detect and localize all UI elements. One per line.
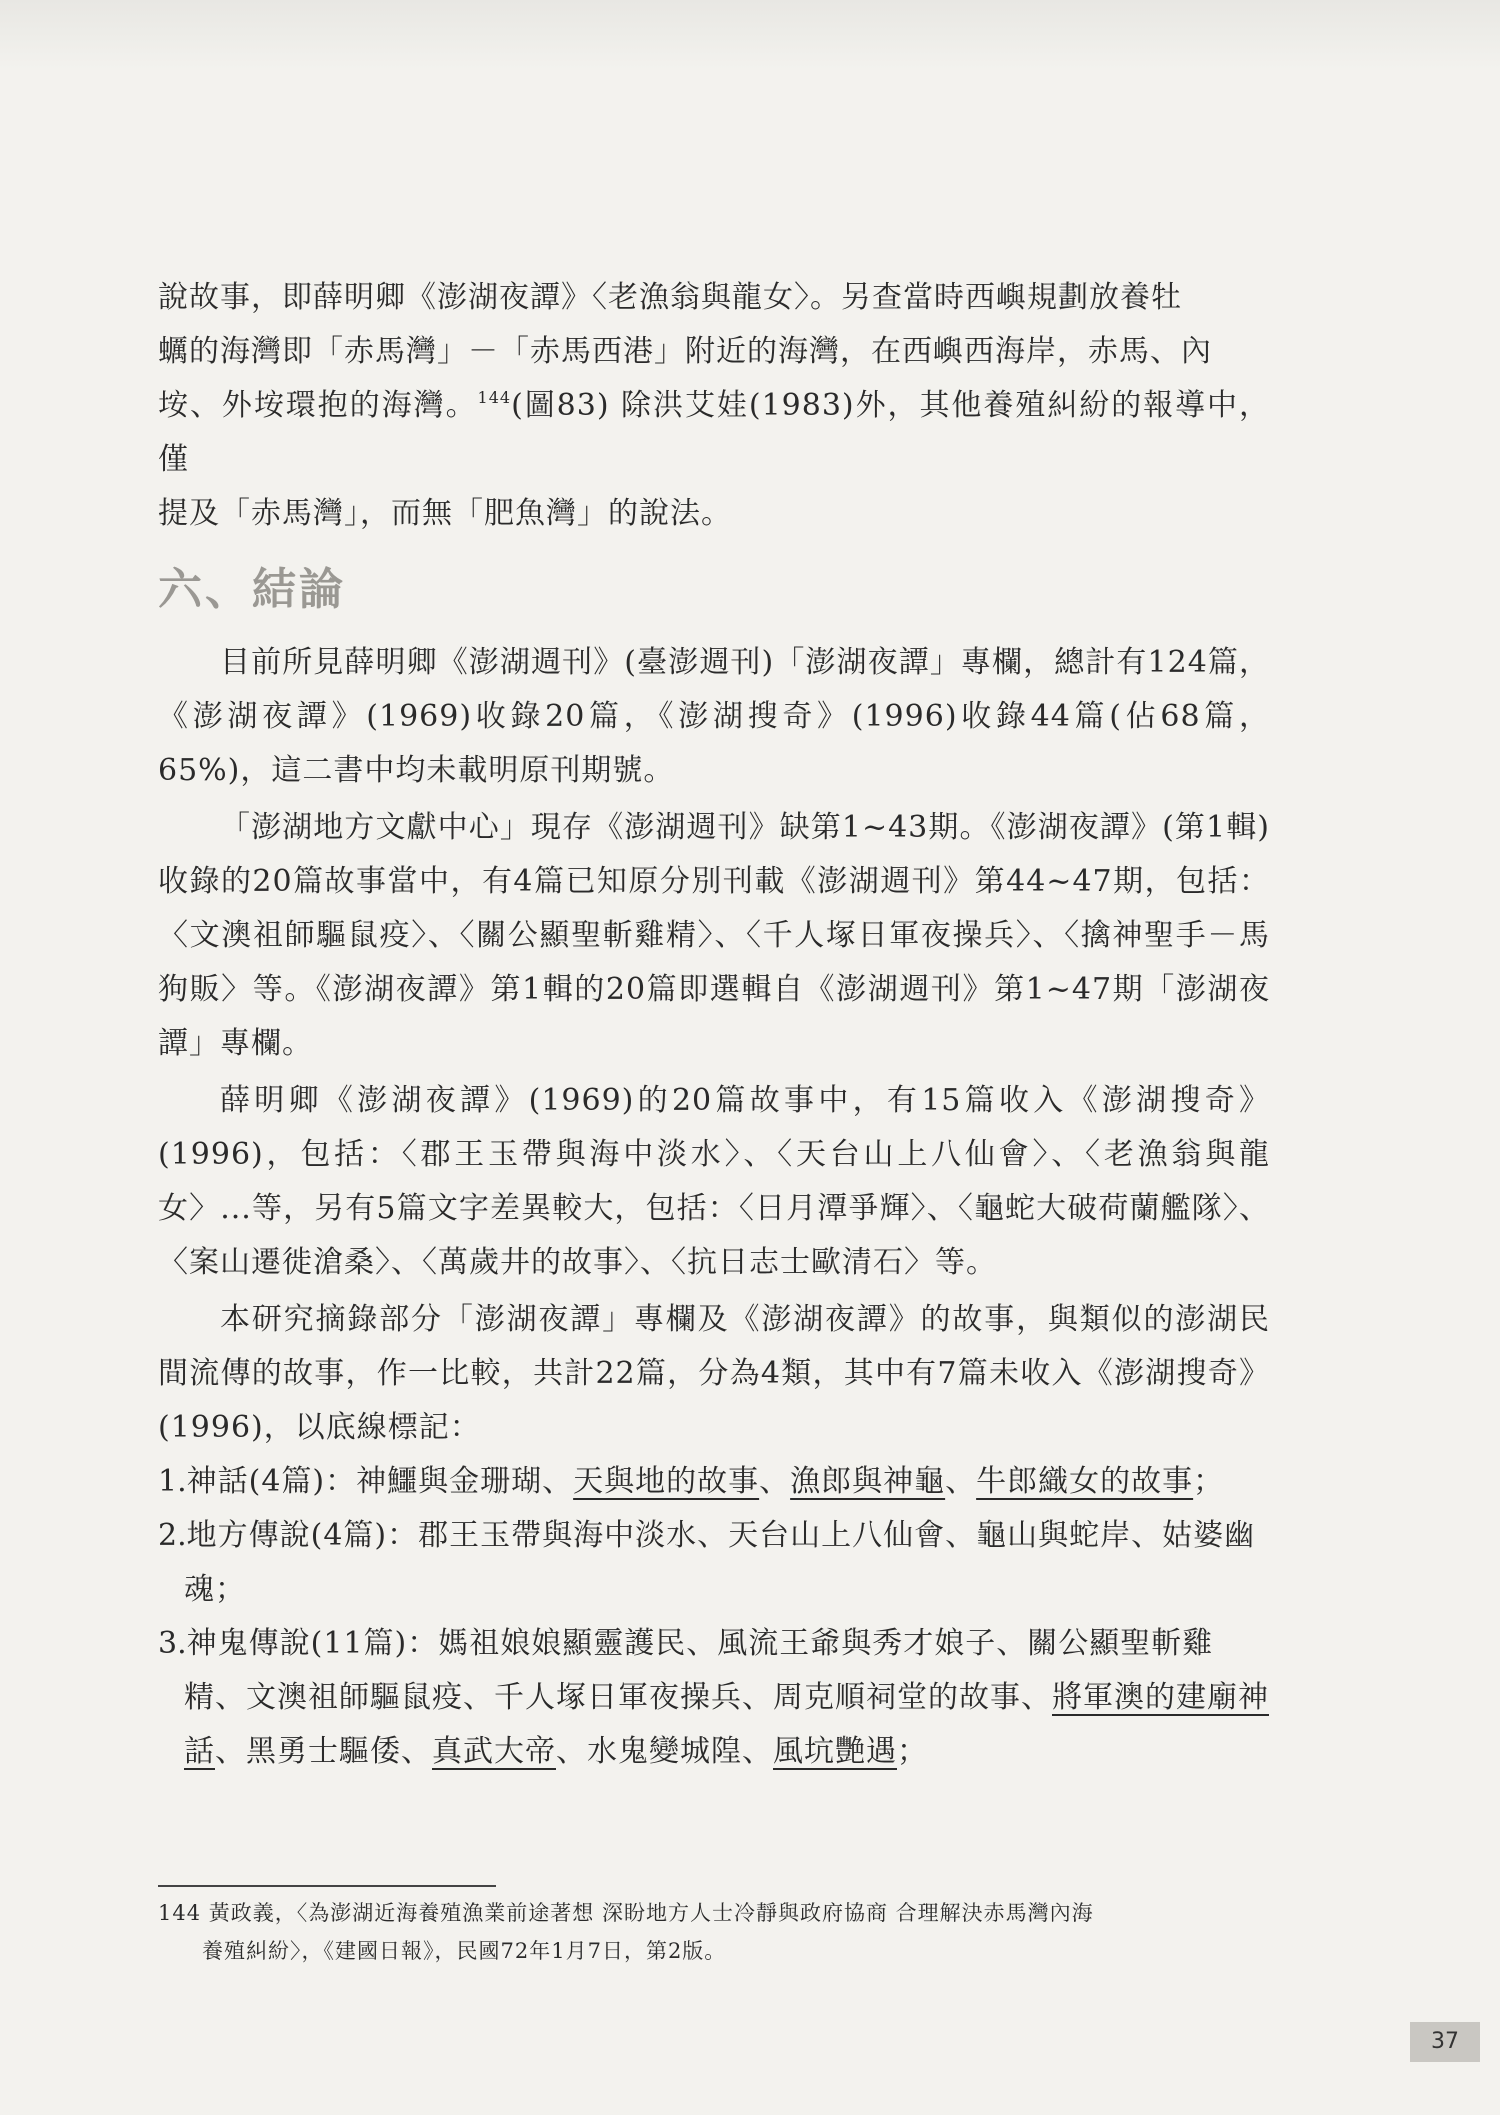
conclusion-paragraph-1: 目前所見薛明卿《澎湖週刊》(臺澎週刊)「澎湖夜譚」專欄，總計有124篇，《澎湖夜譚》(1969)收錄20篇，《澎湖搜奇》(1996)收錄44篇(佔68篇，65%)，這二書中均未載明原刊期號。 (158, 645, 1270, 788)
intro-line-3-start: 垵、外垵環抱的海灣。 (158, 388, 478, 423)
underlined-title: 將軍澳的建廟神話 (184, 1680, 1269, 1769)
list-item-text: 、水鬼變城隍、 (556, 1734, 773, 1769)
underlined-title: 天與地的故事 (573, 1464, 760, 1499)
underlined-title: 漁郎與神龜 (790, 1464, 946, 1499)
intro-paragraph (158, 271, 1270, 541)
footnote-text-1: 黃政義，〈為澎湖近海養殖漁業前途著想 深盼地方人士冷靜與政府協商 合理解決赤馬灣內海 (208, 1901, 1094, 1925)
page-top-shading (0, 0, 1500, 70)
footnote (158, 1894, 1270, 1970)
separator: 、 (945, 1464, 977, 1499)
conclusion-body (158, 636, 1270, 1779)
list-item-myths (158, 1455, 1270, 1509)
list-item-end: ； (1193, 1464, 1225, 1499)
list-item-local-legends (158, 1509, 1270, 1617)
intro-line-1: 說故事，即薛明卿《澎湖夜譚》〈老漁翁與龍女〉。另查當時西嶼規劃放養牡 (158, 280, 1182, 315)
list-item-text: 神鬼傳說(11篇)：媽祖娘娘顯靈護民、風流王爺與秀才娘子、關公顯聖斬雞精、文澳祖師驅鼠疫、千人塚日軍夜操兵、周克順祠堂的故事、 (184, 1626, 1214, 1715)
separator: 、 (759, 1464, 791, 1499)
list-number: 2. (158, 1518, 187, 1553)
list-number: 3. (158, 1626, 187, 1661)
underlined-title: 牛郎織女的故事 (976, 1464, 1194, 1499)
list-item-text: 、黑勇士驅倭、 (215, 1734, 432, 1769)
list-item-text: 地方傳說(4篇)：郡王玉帶與海中淡水、天台山上八仙會、龜山與蛇岸、姑婆幽魂； (184, 1518, 1256, 1607)
footnote-line-1 (158, 1894, 1270, 1932)
intro-line-4: 提及「赤馬灣」，而無「肥魚灣」的說法。 (158, 496, 732, 531)
underlined-title: 風坑艷遇 (773, 1734, 897, 1769)
footnote-number: 144 (158, 1901, 202, 1925)
footnote-line-2: 養殖糾紛〉，《建國日報》，民國72年1月7日，第2版。 (202, 1939, 727, 1963)
underlined-title: 真武大帝 (432, 1734, 556, 1769)
conclusion-paragraph-3: 薛明卿《澎湖夜譚》(1969)的20篇故事中，有15篇收入《澎湖搜奇》(1996)，包括：〈郡王玉帶與海中淡水〉、〈天台山上八仙會〉、〈老漁翁與龍女〉...等，另有5篇文字差異較大，包括：〈日月潭爭輝〉、〈龜蛇大破荷蘭艦隊〉、〈案山遷徙滄桑〉、〈萬歲井的故事〉、〈抗日志士歐清石〉等。 (158, 1083, 1270, 1280)
conclusion-paragraph-4: 本研究摘錄部分「澎湖夜譚」專欄及《澎湖夜譚》的故事，與類似的澎湖民間流傳的故事，作一比較，共計22篇，分為4類，其中有7篇未收入《澎湖搜奇》(1996)，以底線標記： (158, 1302, 1270, 1445)
list-item-end: ； (897, 1734, 928, 1769)
footnote-reference: 144 (477, 388, 512, 407)
list-item-spirit-legends (158, 1617, 1270, 1779)
intro-line-3-end: (圖83) 除洪艾娃(1983)外，其他養殖糾紛的報導中，僅 (158, 388, 1271, 477)
list-item-text: 神話(4篇)：神鱷與金珊瑚、 (186, 1464, 574, 1499)
page-number: 37 (1410, 2022, 1480, 2062)
intro-line-3 (158, 379, 1270, 487)
footnote-divider (158, 1885, 496, 1887)
conclusion-paragraph-2: 「澎湖地方文獻中心」現存《澎湖週刊》缺第1~43期。《澎湖夜譚》(第1輯)收錄的20篇故事當中，有4篇已知原分別刊載《澎湖週刊》第44~47期，包括：〈文澳祖師驅鼠疫〉、〈關公顯聖斬雞精〉、〈千人塚日軍夜操兵〉、〈擒神聖手－馬狗販〉等。《澎湖夜譚》第1輯的20篇即選輯自《澎湖週刊》第1~47期「澎湖夜譚」專欄。 (158, 810, 1270, 1061)
list-number: 1. (158, 1464, 187, 1499)
section-heading: 六、結論 (158, 564, 346, 615)
intro-line-2: 蠣的海灣即「赤馬灣」－「赤馬西港」附近的海灣，在西嶼西海岸，赤馬、內 (158, 334, 1212, 369)
